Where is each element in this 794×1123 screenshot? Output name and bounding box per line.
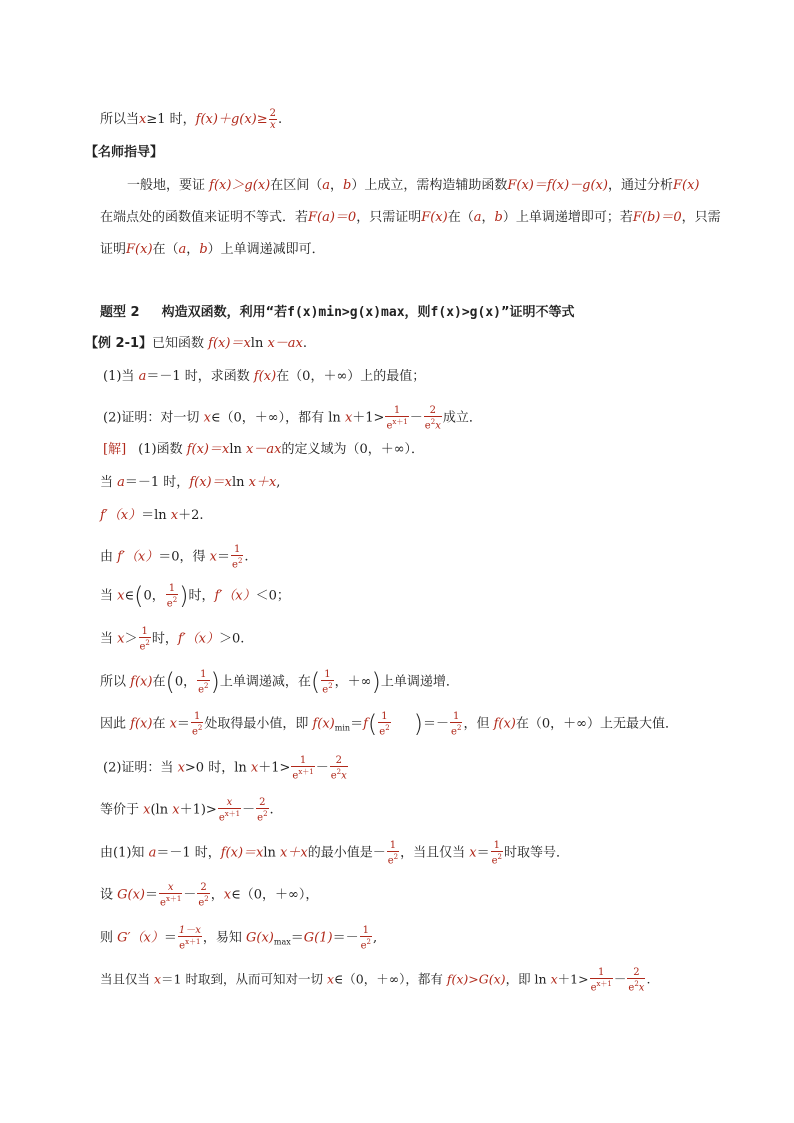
- fraction: $\frac{2}{e^2x}$: [628, 967, 645, 994]
- fraction: $\frac{1}{e^2}$: [166, 583, 178, 610]
- section-heading-teacher-guide: 【名师指导】: [85, 145, 164, 160]
- fraction: $\frac{1-x}{e^{x+1}}$: [178, 925, 201, 952]
- fraction: $\frac{1}{e^2}$: [198, 669, 209, 696]
- fraction: $\frac{1}{e^{x+1}}$: [292, 755, 314, 782]
- question-part-1: (1)当 a＝－1 时，求函数 f(x)在（0，＋∞）上的最值；: [103, 369, 426, 384]
- fraction: $\frac{1}{e^2}$: [451, 711, 462, 738]
- fraction: $\frac{2}{x}$: [269, 108, 277, 131]
- solution-line: 则 G′（x）＝ $\frac{1-x}{e^{x+1}}$ ，易知 $G(x)_{max}=G(1)=-$ $\frac{1}{e^2}$ ,: [100, 925, 378, 952]
- guide-paragraph-line-3: 证明F(x)在（a，b）上单调递减即可．: [100, 242, 325, 257]
- solution-line: 当 a＝－1 时，f(x)＝xln x＋x,: [100, 475, 281, 490]
- fraction: $\frac{1}{e^2}$: [139, 626, 150, 653]
- guide-paragraph-line-2: 在端点处的函数值来证明不等式．若F(a)＝0，只需证明F(x)在（a，b）上单调递增即可；若F(b)＝0，只需: [100, 210, 721, 225]
- fraction: $\frac{2}{e^2}$: [198, 882, 209, 909]
- question-type-heading: 题型 2 构造双函数，利用“若f(x)min>g(x)max，则f(x)>g(x)”证明不等式: [100, 305, 575, 320]
- conclusion-line: 所以当x≥1 时，f(x)＋g(x)≥ $\frac{2}{x}$ .: [100, 108, 283, 131]
- fraction: $\frac{2}{e^2}$: [257, 797, 268, 824]
- guide-paragraph-line-1: 一般地，要证 f(x)＞g(x)在区间（a，b）上成立，需构造辅助函数F(x)＝f(x)－g(x)，通过分析F(x): [127, 178, 700, 193]
- fraction: $\frac{1}{e^2}$: [232, 544, 243, 571]
- solution-line: 当 x＞ $\frac{1}{e^2}$ 时，f′（x）＞0.: [100, 626, 245, 653]
- fraction: $\frac{1}{e^2}$: [379, 711, 390, 738]
- solution-part-2: (2)证明：当 x>0 时，ln x＋1> $\frac{1}{e^{x+1}}$ － $\frac{2}{e^2x}$: [103, 755, 347, 782]
- solution-line: 由 f′（x）＝0，得 x＝ $\frac{1}{e^2}$ .: [100, 544, 249, 571]
- solution-line: 等价于 x(ln x＋1)> $\frac{x}{e^{x+1}}$ － $\frac{2}{e^2}$ .: [100, 797, 274, 824]
- solution-line: 设 G(x)＝ $\frac{x}{e^{x+1}}$ － $\frac{2}{e^2}$ ，x∈（0，＋∞），: [100, 882, 319, 909]
- solution-line: 当 x∈(0， $\frac{1}{e^2}$ )时，f′（x）＜0；: [100, 582, 290, 611]
- solution-start: [解] (1)函数 f(x)＝xln x－ax的定义域为（0，＋∞）．: [103, 442, 425, 457]
- solution-line: 因此 f(x)在 x＝ $\frac{1}{e^2}$ 处取得最小值，即 $f(x)_{min}=f$( $\frac{1}{e^2}$ )＝－ $\frac{1}{e^2}$ ，但 f(x)在（0，＋∞）上无最大值．: [100, 710, 678, 739]
- fraction: $\frac{1}{e^2}$: [491, 840, 502, 867]
- fraction: $\frac{1}{e^{x+1}}$: [590, 967, 612, 994]
- fraction: $\frac{2}{e^2x}$: [330, 755, 347, 782]
- example-title: 【例 2-1】已知函数 f(x)＝xln x－ax.: [85, 336, 308, 351]
- fraction: $\frac{1}{e^2}$: [191, 711, 203, 738]
- fraction: $\frac{2}{e^2x}$: [424, 405, 441, 432]
- solution-line: 由(1)知 a＝－1 时，f(x)＝xln x＋x的最小值是－ $\frac{1}{e^2}$ ，当且仅当 x＝ $\frac{1}{e^2}$ 时取等号．: [100, 840, 570, 867]
- solution-line: f′（x）＝ln x＋2.: [100, 508, 204, 523]
- fraction: $\frac{x}{e^{x+1}}$: [160, 882, 182, 909]
- fraction: $\frac{1}{e^2}$: [387, 840, 399, 867]
- fraction: $\frac{x}{e^{x+1}}$: [218, 797, 241, 824]
- fraction: $\frac{1}{e^2}$: [322, 669, 333, 696]
- fraction: $\frac{1}{e^2}$: [360, 925, 371, 952]
- solution-line: 所以 f(x)在(0， $\frac{1}{e^2}$ )上单调递减，在( $\frac{1}{e^2}$ ，＋∞)上单调递增．: [100, 668, 459, 697]
- solution-conclusion: 当且仅当 x＝1 时取到，从而可知对一切 x∈（0，＋∞），都有 f(x)>G(x)，即 ln x＋1> $\frac{1}{e^{x+1}}$ － $\frac{2}{e^2x}$ .: [100, 967, 651, 994]
- question-part-2: (2)证明：对一切 x∈（0，＋∞），都有 ln x＋1> $\frac{1}{e^{x+1}}$ － $\frac{2}{e^2x}$ 成立．: [103, 405, 482, 432]
- fraction: $\frac{1}{e^{x+1}}$: [386, 405, 408, 432]
